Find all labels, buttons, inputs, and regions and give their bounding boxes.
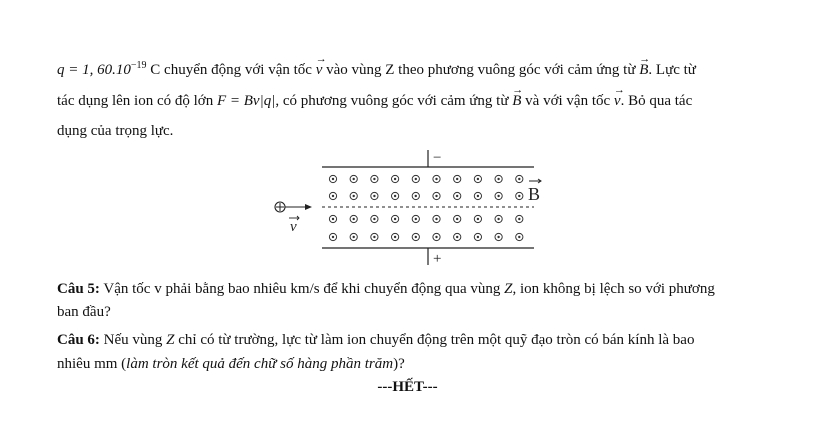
field-dot-center xyxy=(456,178,458,180)
field-dot-center xyxy=(518,218,520,220)
text-segment: nhiêu mm ( xyxy=(57,356,127,372)
field-dot-center xyxy=(456,236,458,238)
field-dot-center xyxy=(332,178,334,180)
field-dot-center xyxy=(456,218,458,220)
field-label: B xyxy=(528,184,541,204)
field-dot-center xyxy=(373,218,375,220)
field-dot-center xyxy=(394,218,396,220)
field-dot-center xyxy=(477,195,479,197)
text-segment: chuyển động với vận tốc xyxy=(160,62,316,78)
text-segment: , ion không bị lệch so với phương xyxy=(512,281,715,297)
rounding-instruction: làm tròn kết quả đến chữ số hàng phần trăm xyxy=(126,356,394,372)
text-segment: chỉ có từ trường, lực từ làm ion chuyển động trên một quỹ đạo tròn có bán kính là bao xyxy=(174,332,695,348)
text-segment: , có phương vuông góc với cảm ứng từ xyxy=(275,93,513,109)
field-dot-center xyxy=(477,218,479,220)
zone-symbol: Z xyxy=(504,281,513,297)
field-dot-center xyxy=(497,236,499,238)
field-dot-center xyxy=(373,178,375,180)
field-dot-center xyxy=(518,195,520,197)
field-dot-center xyxy=(332,195,334,197)
question-5-line-1 xyxy=(57,279,715,299)
charge-unit: C xyxy=(146,62,161,78)
velocity-vector-symbol: → v xyxy=(614,91,621,111)
field-dot-center xyxy=(353,218,355,220)
field-dot-center xyxy=(477,178,479,180)
text-segment: tác dụng lên ion có độ lớn xyxy=(57,93,217,109)
field-dot-center xyxy=(477,236,479,238)
text-segment: . Lực từ xyxy=(648,62,696,78)
field-dot-center xyxy=(394,236,396,238)
plus-label: + xyxy=(433,251,442,267)
field-dot-center xyxy=(394,178,396,180)
field-dot-center xyxy=(332,218,334,220)
field-dot-center xyxy=(415,218,417,220)
field-dot-center xyxy=(353,178,355,180)
field-dot-center xyxy=(435,178,437,180)
text-segment: Nếu vùng xyxy=(99,332,167,348)
minus-label: − xyxy=(433,150,442,166)
text-segment: vào vùng Z theo phương vuông góc với cảm ứng từ xyxy=(322,62,640,78)
field-dot-center xyxy=(456,195,458,197)
charge-exponent: −19 xyxy=(130,60,147,71)
field-vector-symbol: → B xyxy=(639,60,648,80)
field-dot-center xyxy=(518,178,520,180)
text-segment: )? xyxy=(393,356,405,372)
question-6-line-2 xyxy=(57,354,405,374)
field-dot-center xyxy=(497,218,499,220)
text-segment: và với vận tốc xyxy=(521,93,614,109)
question-5-line-2: ban đầu? xyxy=(57,304,111,320)
paragraph-line-3: dụng của trọng lực. xyxy=(57,123,174,139)
field-dot-center xyxy=(435,218,437,220)
magnetic-field-dots xyxy=(329,175,523,240)
field-dot-center xyxy=(332,236,334,238)
charge-expression: q = 1, 60.10 xyxy=(57,62,131,78)
end-marker: ---HẾT--- xyxy=(377,379,438,395)
field-dot-center xyxy=(435,236,437,238)
field-vector-symbol: → B xyxy=(512,91,521,111)
question-6-line-1 xyxy=(57,330,694,350)
field-dot-center xyxy=(353,236,355,238)
field-dot-center xyxy=(353,195,355,197)
text-segment: Vận tốc v phải bằng bao nhiêu km/s để khi chuyển động qua vùng xyxy=(99,281,505,297)
field-dot-center xyxy=(415,236,417,238)
field-dot-center xyxy=(373,195,375,197)
field-dot-center xyxy=(497,195,499,197)
question-5-label: Câu 5: xyxy=(57,281,100,297)
field-dot-center xyxy=(435,195,437,197)
field-dot-center xyxy=(518,236,520,238)
question-6-label: Câu 6: xyxy=(57,332,100,348)
zone-symbol: Z xyxy=(166,332,175,348)
text-segment: . Bỏ qua tác xyxy=(620,93,693,109)
field-dot-center xyxy=(373,236,375,238)
velocity-vector-symbol: → v xyxy=(316,60,323,80)
force-formula: F = Bv|q| xyxy=(216,93,276,109)
field-dot-center xyxy=(415,195,417,197)
field-dot-center xyxy=(497,178,499,180)
field-dot-center xyxy=(394,195,396,197)
field-dot-center xyxy=(415,178,417,180)
velocity-label: v xyxy=(290,219,297,235)
